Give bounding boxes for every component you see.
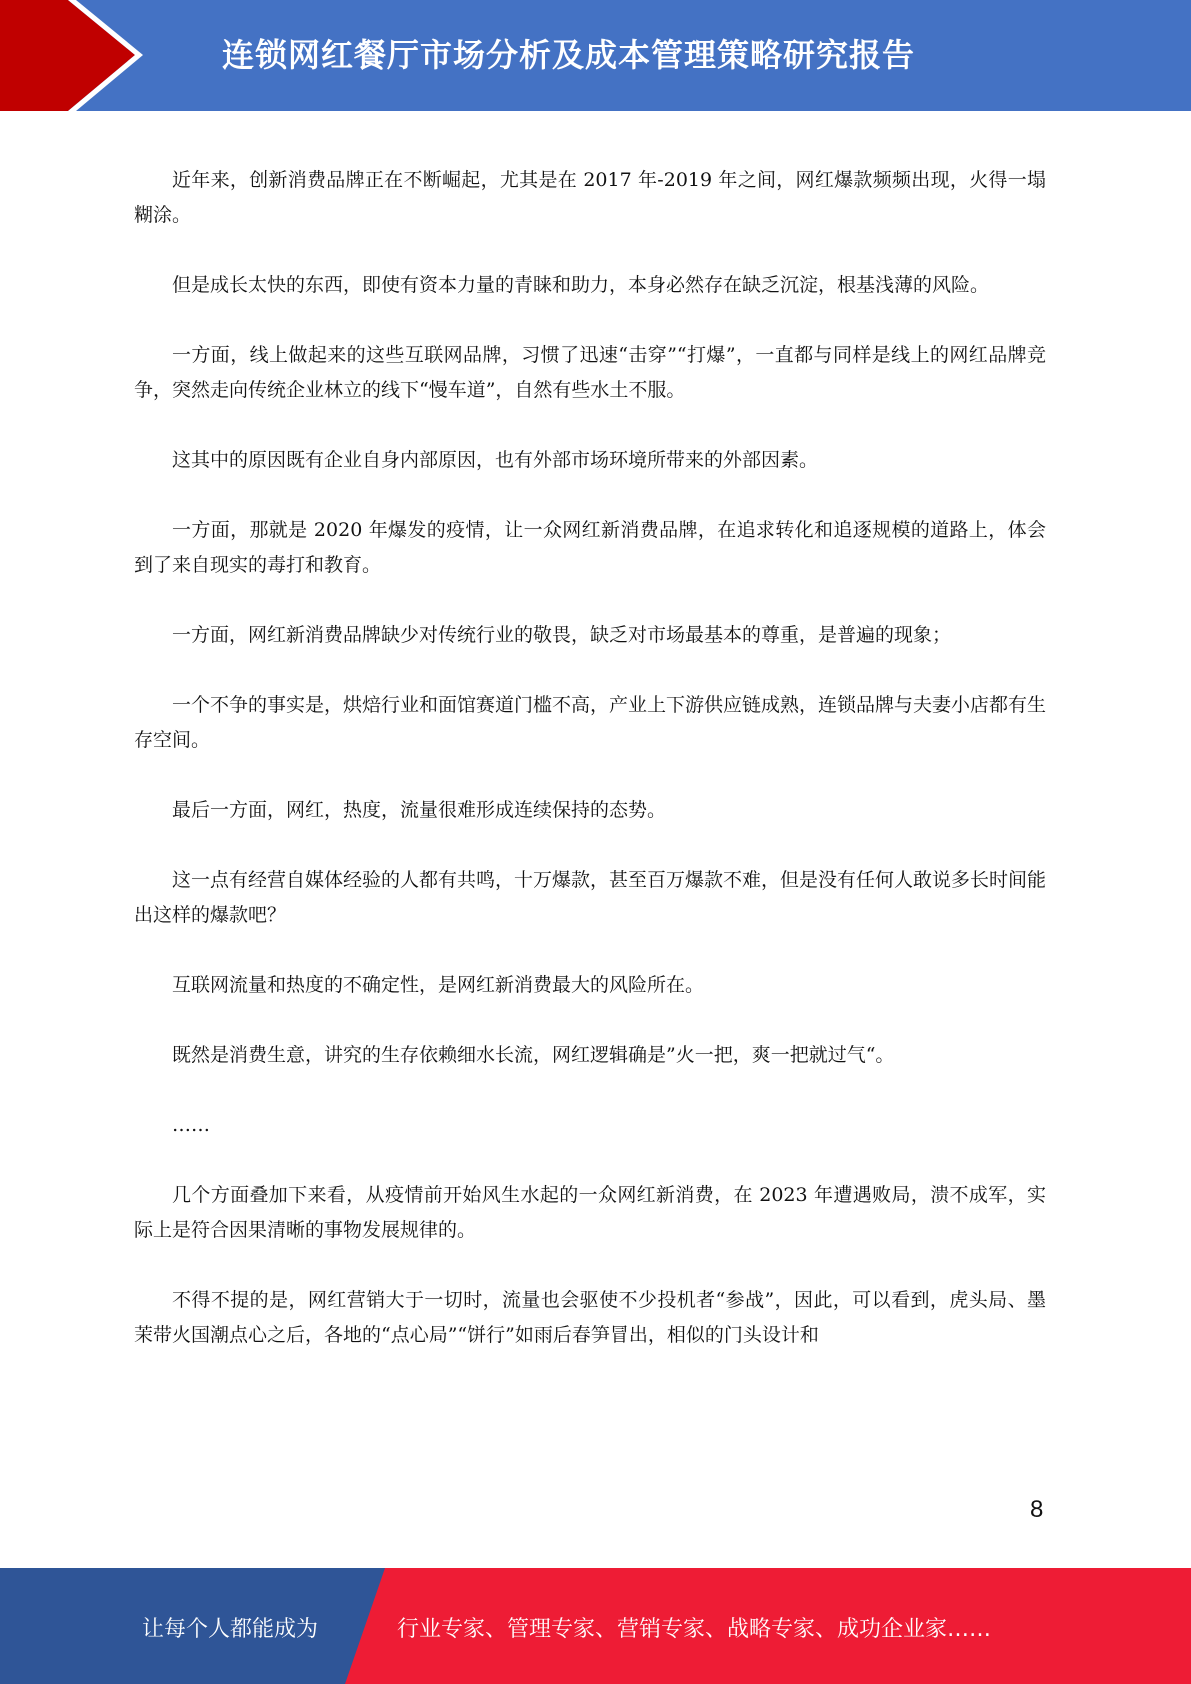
- paragraph: 一方面，那就是 2020 年爆发的疫情，让一众网红新消费品牌，在追求转化和追逐规模的道路上，体会到了来自现实的毒打和教育。: [134, 519, 1046, 576]
- paragraph: 不得不提的是，网红营销大于一切时，流量也会驱使不少投机者“参战”，因此，可以看到，虎头局、墨茉带火国潮点心之后，各地的“点心局”“饼行”如雨后春笋冒出，相似的门头设计和: [134, 1289, 1046, 1346]
- report-title: 连锁网红餐厅市场分析及成本管理策略研究报告: [222, 36, 916, 74]
- page-footer: [0, 1568, 1191, 1684]
- paragraph: 互联网流量和热度的不确定性，是网红新消费最大的风险所在。: [172, 974, 705, 996]
- header-arrow-decoration: [0, 0, 160, 111]
- paragraph: 这其中的原因既有企业自身内部原因，也有外部市场环境所带来的外部因素。: [172, 449, 819, 471]
- paragraph: 这一点有经营自媒体经验的人都有共鸣，十万爆款，甚至百万爆款不难，但是没有任何人敢说多长时间能出这样的爆款吧？: [134, 869, 1047, 926]
- paragraph: 近年来，创新消费品牌正在不断崛起，尤其是在 2017 年-2019 年之间，网红爆款频频出现，火得一塌糊涂。: [134, 169, 1046, 226]
- document-body: [134, 163, 1046, 1388]
- page-header: [0, 0, 1191, 111]
- paragraph: 既然是消费生意，讲究的生存依赖细水长流，网红逻辑确是”火一把，爽一把就过气“。: [172, 1044, 895, 1066]
- paragraph: 一方面，网红新消费品牌缺少对传统行业的敬畏，缺乏对市场最基本的尊重，是普遍的现象；: [172, 624, 952, 646]
- footer-slogan-left: 让每个人都能成为: [142, 1617, 319, 1642]
- paragraph: 一个不争的事实是，烘焙行业和面馆赛道门槛不高，产业上下游供应链成熟，连锁品牌与夫妻小店都有生存空间。: [134, 694, 1047, 751]
- footer-slogan-right: 行业专家、管理专家、营销专家、战略专家、成功企业家……: [397, 1617, 992, 1642]
- paragraph: 一方面，线上做起来的这些互联网品牌，习惯了迅速“击穿”“打爆”，一直都与同样是线上的网红品牌竞争，突然走向传统企业林立的线下“慢车道”，自然有些水土不服。: [134, 344, 1046, 401]
- page-number: 8: [1030, 1496, 1044, 1523]
- paragraph: 最后一方面，网红，热度，流量很难形成连续保持的态势。: [172, 799, 667, 821]
- paragraph: 但是成长太快的东西，即使有资本力量的青睐和助力，本身必然存在缺乏沉淀，根基浅薄的风险。: [172, 274, 990, 296]
- paragraph: 几个方面叠加下来看，从疫情前开始风生水起的一众网红新消费，在 2023 年遭遇败局，溃不成军，实际上是符合因果清晰的事物发展规律的。: [134, 1184, 1046, 1241]
- paragraph: ……: [172, 1114, 210, 1136]
